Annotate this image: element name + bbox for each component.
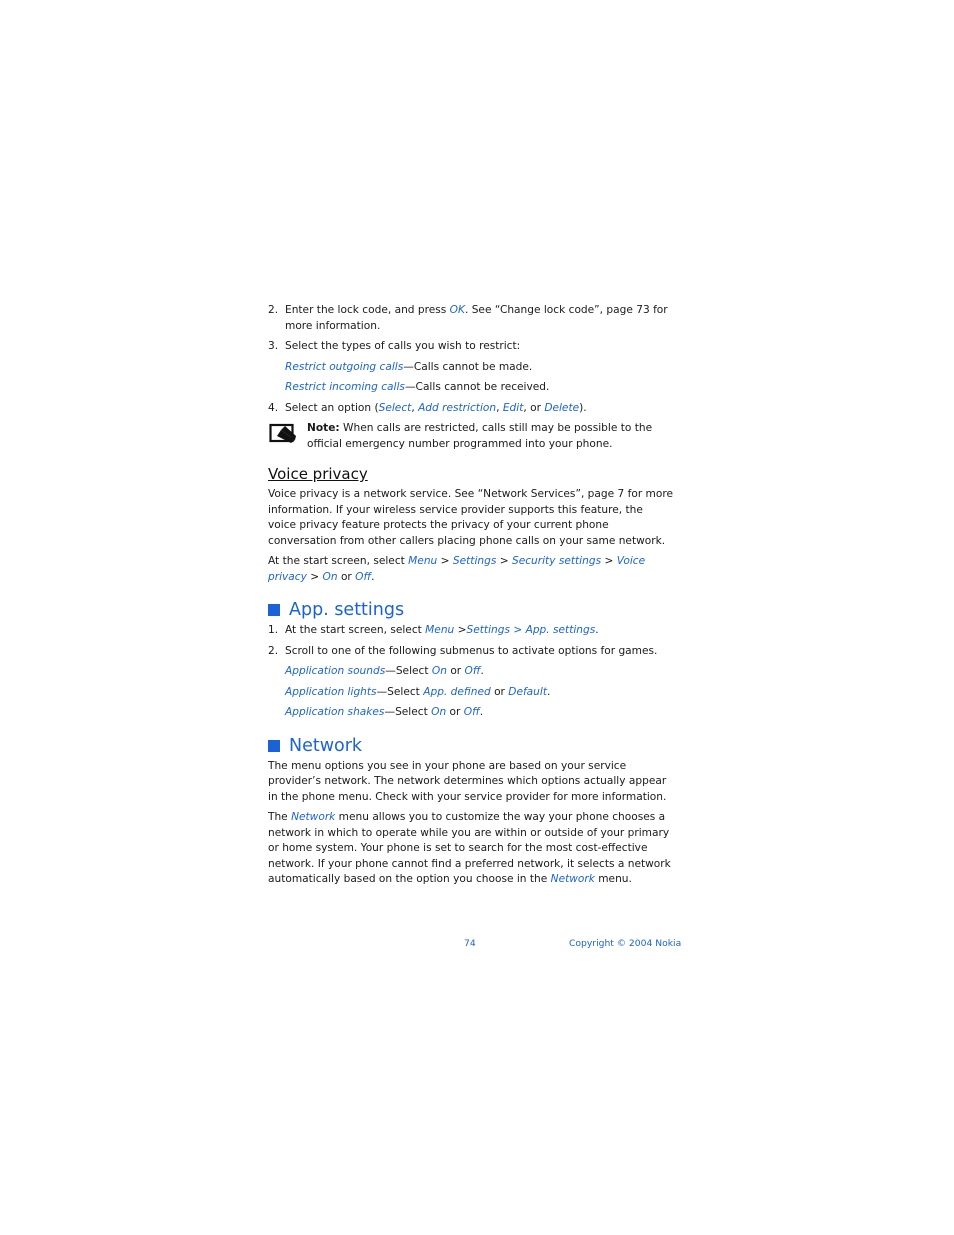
option-text: —Select [384,706,432,718]
path-separator: > [437,555,453,567]
section-square-icon [268,740,280,752]
step-text: Select an option ( [285,401,379,414]
option-restrict-incoming [268,380,673,396]
step-select-option [268,401,673,417]
paragraph-text: The [268,811,292,823]
path-separator: > [601,555,617,567]
path-separator: > [306,570,323,583]
option-restrict-outgoing [268,360,673,376]
note-text: When calls are restricted, calls still may be possible to the official emergency number programmed into your phone. [307,422,653,450]
step-text: ). [579,401,587,414]
voice-privacy-path [268,554,673,585]
option-text: or [490,685,509,698]
settings-link[interactable]: Settings [452,555,497,567]
step-number: 2. [268,644,279,657]
option-text: . [547,685,551,698]
step-select-call-types [268,339,673,355]
application-sounds-link[interactable]: Application sounds [285,665,386,677]
page-number: 74 [464,938,476,949]
add-restriction-link[interactable]: Add restriction [418,401,497,414]
on-link[interactable]: On [322,570,338,583]
menu-link[interactable]: Menu [408,555,438,567]
network-heading [268,735,673,757]
step-number: 3. [268,340,279,352]
step-number: 1. [268,624,279,636]
paragraph-text: menu allows you to customize the way your phone chooses a network in which to operate while you are within or outside of your primary or home system. Your phone is set to search for the most cost-effective network. If your phone cannot find a preferred network, it selects a network automatically based on the option you choose in the [268,811,671,885]
step-text: , [411,401,419,414]
note-block [268,421,673,452]
paragraph-text: menu. [594,873,632,885]
option-application-shakes [268,705,673,721]
off-link[interactable]: Off [355,570,372,583]
on-link[interactable]: On [431,706,447,718]
note-icon [269,422,297,444]
option-text: —Calls cannot be made. [403,360,533,373]
off-link[interactable]: Off [463,706,480,718]
page-content [268,303,673,893]
option-text: or [446,665,465,677]
step-app-settings-path [268,623,673,639]
path-text: or [337,570,356,583]
app-settings-heading [268,599,673,621]
option-text: or [446,706,464,718]
app-settings-path-link[interactable]: Settings > App. settings [466,624,596,636]
section-square-icon [268,604,280,616]
network-link[interactable]: Network [550,873,595,885]
copyright: Copyright © 2004 Nokia [569,938,682,949]
option-text: . [480,665,484,677]
step-enter-lock-code [268,303,673,334]
on-link[interactable]: On [431,665,447,677]
off-link[interactable]: Off [464,665,481,677]
step-text: Select the types of calls you wish to restrict: [285,340,521,352]
step-number: 2. [268,304,279,316]
restrict-outgoing-link[interactable]: Restrict outgoing calls [285,360,404,373]
option-text: —Select [385,665,432,677]
network-paragraph-2 [268,810,673,888]
step-scroll-submenus [268,644,673,660]
section-title: App. settings [289,600,405,620]
delete-link[interactable]: Delete [544,401,580,414]
restrict-incoming-link[interactable]: Restrict incoming calls [285,381,405,393]
note-label: Note: [307,422,340,434]
option-text: . [479,706,484,718]
app-defined-link[interactable]: App. defined [423,685,491,698]
step-text: . See “Change lock code”, page 73 for more information. [285,304,668,332]
section-title: Network [289,735,363,756]
step-text: At the start screen, select [285,624,426,636]
path-text: At the start screen, select [268,555,409,567]
path-separator: > [454,624,467,636]
path-text: . [371,570,375,583]
path-separator: > [496,555,512,567]
option-application-sounds [268,664,673,680]
step-number: 4. [268,401,279,414]
option-text: —Calls cannot be received. [404,381,550,393]
default-link[interactable]: Default [508,685,547,698]
network-paragraph-1: The menu options you see in your phone are based on your service provider’s network. The network determines which options actually appear in the phone menu. Check with your service provider for more information. [268,759,667,803]
voice-privacy-body: Voice privacy is a network service. See “Network Services”, page 7 for more information. If your wireless service provider supports this feature, the voice privacy feature protects the privacy of your current phone conversation from other callers placing phone calls on your same network. [268,488,673,547]
network-link[interactable]: Network [291,811,336,823]
step-text: , or [523,401,545,414]
voice-privacy-heading: Voice privacy [268,465,368,483]
ok-link[interactable]: OK [449,304,465,316]
edit-link[interactable]: Edit [502,401,524,414]
menu-link[interactable]: Menu [425,624,455,636]
application-lights-link[interactable]: Application lights [285,685,377,698]
step-text: Enter the lock code, and press [285,304,450,316]
step-text: . [595,624,599,636]
voice-privacy-link[interactable]: Voice privacy [268,555,646,583]
select-link[interactable]: Select [378,401,412,414]
option-application-lights [268,685,673,701]
application-shakes-link[interactable]: Application shakes [285,706,385,718]
security-settings-link[interactable]: Security settings [511,555,602,567]
step-text: Scroll to one of the following submenus to activate options for games. [285,644,658,657]
step-text: , [496,401,503,414]
option-text: —Select [376,685,424,698]
